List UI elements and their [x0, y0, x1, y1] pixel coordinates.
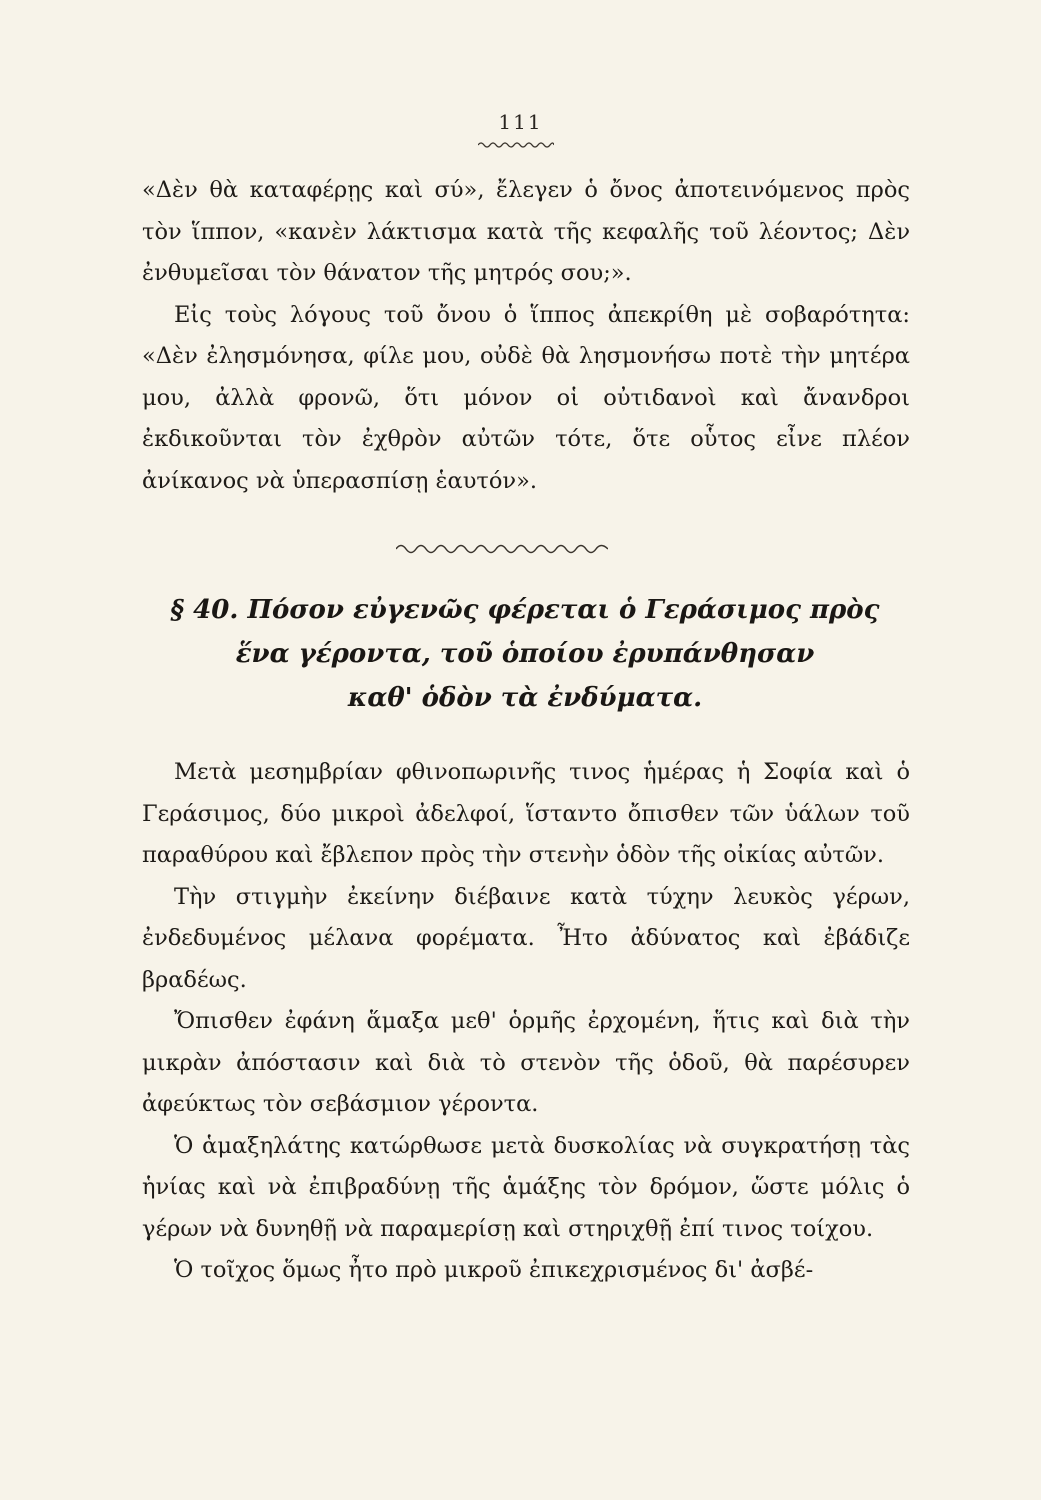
- paragraph: Μετὰ μεσημβρίαν φθινοπωρινῆς τινος ἡμέρας ἡ Σοφία καὶ ὁ Γεράσιμος, δύο μικροὶ ἀδελφοί, ἵσταντο ὄπισθεν τῶν ὑάλων τοῦ παραθύρου καὶ ἔβλεπον πρὸς τὴν στενὴν ὁδὸν τῆς οἰκίας αὐτῶν.: [142, 759, 910, 868]
- top-text-block: [142, 170, 910, 502]
- page-number: 111: [498, 110, 543, 134]
- paragraph: Ὁ ἁμαξηλάτης κατώρθωσε μετὰ δυσκολίας νὰ συγκρατήσῃ τὰς ἡνίας καὶ νὰ ἐπιβραδύνῃ τῆς ἁμάξης τὸν δρόμον, ὥστε μόλις ὁ γέρων νὰ δυνηθῇ νὰ παραμερίσῃ καὶ στηριχθῇ ἐπί τινος τοίχου.: [142, 1132, 910, 1242]
- heading-line: § 40. Πόσον εὐγενῶς φέρεται ὁ Γεράσιμος πρὸς: [170, 595, 880, 625]
- section-heading: [150, 588, 900, 720]
- paragraph: Ὄπισθεν ἐφάνη ἅμαξα μεθ' ὁρμῆς ἐρχομένη, ἥτις καὶ διὰ τὴν μικρὰν ἀπόστασιν καὶ διὰ τὸ στενὸν τῆς ὁδοῦ, θὰ παρέσυρεν ἀφεύκτως τὸν σεβάσμιον γέροντα.: [142, 1008, 910, 1117]
- heading-line: ἕνα γέροντα, τοῦ ὁποίου ἐρυπάνθησαν: [235, 639, 815, 669]
- paragraph: Εἰς τοὺς λόγους τοῦ ὄνου ὁ ἵππος ἀπεκρίθη μὲ σοβαρότητα: «Δὲν ἐλησμόνησα, φίλε μου, οὐδὲ θὰ λησμονήσω ποτὲ τὴν μητέρα μου, ἀλλὰ φρονῶ, ὅτι μόνον οἱ οὐτιδανοὶ καὶ ἄνανδροι ἐκδικοῦνται τὸν ἐχθρὸν αὐτῶν τότε, ὅτε οὗτος εἶνε πλέον ἀνίκανος νὰ ὑπερασπίσῃ ἑαυτόν».: [142, 301, 910, 494]
- paragraph: Τὴν στιγμὴν ἐκείνην διέβαινε κατὰ τύχην λευκὸς γέρων, ἐνδεδυμένος μέλανα φορέματα. Ἦτο ἀδύνατος καὶ ἐβάδιζε βραδέως.: [142, 883, 910, 993]
- heading-line: καθ' ὁδὸν τὰ ἐνδύματα.: [347, 683, 703, 713]
- body-text-block: [142, 752, 910, 1292]
- wavy-separator: [396, 540, 608, 554]
- paragraph: Ὁ τοῖχος ὅμως ἦτο πρὸ μικροῦ ἐπικεχρισμένος δι' ἀσβέ-: [174, 1257, 814, 1283]
- paragraph: «Δὲν θὰ καταφέρῃς καὶ σύ», ἔλεγεν ὁ ὄνος ἀποτεινόμενος πρὸς τὸν ἵππον, «κανὲν λάκτισμα κατὰ τῆς κεφαλῆς τοῦ λέοντος; Δὲν ἐνθυμεῖσαι τὸν θάνατον τῆς μητρός σου;».: [142, 177, 910, 286]
- wavy-rule-top: [478, 140, 554, 150]
